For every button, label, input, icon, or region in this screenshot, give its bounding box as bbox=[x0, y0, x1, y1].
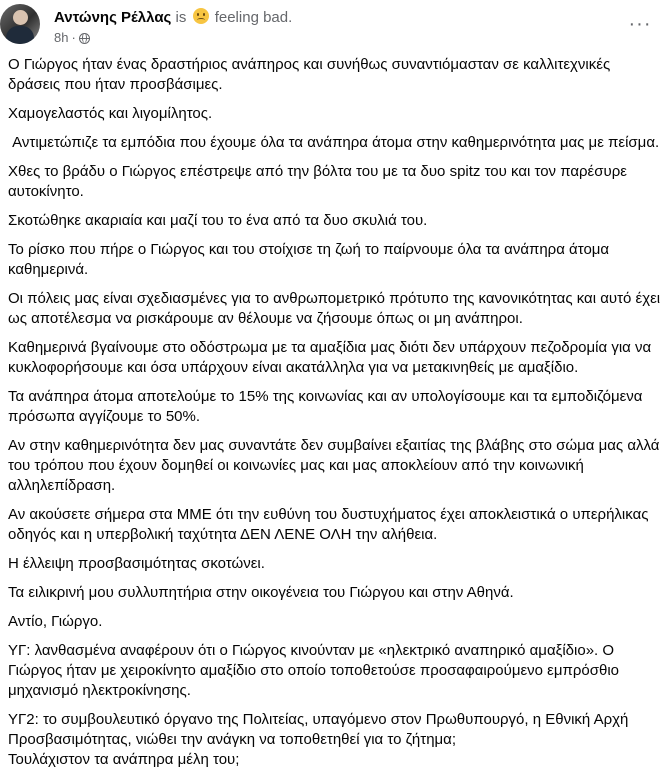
avatar[interactable] bbox=[0, 4, 40, 44]
post-paragraph: Τα ειλικρινή μου συλλυπητήρια στην οικογένεια του Γιώργου και στην Αθηνά. bbox=[8, 584, 514, 601]
post-paragraph: Αντίο, Γιώργο. bbox=[8, 613, 103, 630]
post-paragraph: Τα ανάπηρα άτομα αποτελούμε το 15% της κοινωνίας και αν υπολογίσουμε και τα εμποδιζόμενα πρόσωπα αγγίζουμε το 50%. bbox=[8, 388, 647, 425]
feeling-text: feeling bad. bbox=[214, 9, 293, 26]
globe-icon[interactable] bbox=[79, 33, 90, 44]
post-paragraph: Η έλλειψη προσβασιμότητας σκοτώνει. bbox=[8, 555, 265, 572]
post-paragraph: Αν στην καθημερινότητα δεν μας συναντάτε δεν συμβαίνει εξαιτίας της βλάβης στο σώμα μας αλλά του τρόπου που έχουν δομηθεί οι κοινωνίες μας και μας αποκλείουν από την κοινωνική αλληλεπίδραση. bbox=[8, 437, 664, 494]
post-paragraph: Χθες το βράδυ ο Γιώργος επέστρεψε από την βόλτα του με τα δυο spitz του και τον παρέσυρε αυτοκίνητο. bbox=[8, 163, 632, 200]
avatar-head bbox=[13, 10, 28, 25]
post-header bbox=[0, 0, 671, 52]
more-options-button[interactable]: ··· bbox=[628, 13, 652, 35]
post-meta bbox=[54, 30, 90, 46]
avatar-body bbox=[6, 26, 34, 44]
post-paragraph: ΥΓ2: το συμβουλευτικό όργανο της Πολιτείας, υπαγόμενο στον Πρωθυπουργό, η Εθνική Αρχή Προσβασιμότητας, νιώθει την ανάγκη να τοποθετηθεί για το ζήτημα; Τουλάχιστον τα ανάπηρα μέλη του; bbox=[8, 711, 629, 768]
post-paragraph: Αν ακούσετε σήμερα στα ΜΜΕ ότι την ευθύνη του δυστυχήματος έχει αποκλειστικά ο υπερήλικας οδηγός και η υπερβολική ταχύτητα ΔΕΝ ΛΕΝΕ ΟΛΗ την αλήθεια. bbox=[8, 506, 653, 543]
post-paragraph: Το ρίσκο που πήρε ο Γιώργος και του στοίχισε τη ζωή το παίρνουμε όλα τα ανάπηρα άτομα καθημερινά. bbox=[8, 241, 614, 278]
post-content bbox=[8, 55, 663, 773]
post-paragraph: Καθημερινά βγαίνουμε στο οδόστρωμα με τα αμαξίδια μας διότι δεν υπάρχουν πεζοδρομία για να κυκλοφορήσουμε και όσα υπάρχουν είναι ακατάλληλα για να μετακινηθείς με αμαξίδιο. bbox=[8, 339, 656, 376]
post-paragraph: ΥΓ: λανθασμένα αναφέρουν ότι ο Γιώργος κινούνταν με «ηλεκτρικό αναπηρικό αμαξίδιο». Ο Γιώργος ήταν με χειροκίνητο αμαξίδιο στο οποίο τοποθετούσε προσαφαιρούμενο εμπρόσθιο μηχανισμό ηλεκτροκίνησης. bbox=[8, 642, 624, 699]
timestamp[interactable]: 8h bbox=[54, 30, 69, 45]
author-name[interactable]: Αντώνης Ρέλλας bbox=[54, 9, 172, 26]
meta-separator: · bbox=[71, 30, 76, 45]
author-line bbox=[54, 8, 292, 28]
slightly-frowning-face-icon bbox=[193, 8, 209, 24]
feeling-is-text: is bbox=[175, 9, 187, 26]
post-paragraph: Ο Γιώργος ήταν ένας δραστήριος ανάπηρος και συνήθως συναντιόμασταν σε καλλιτεχνικές δράσεις που ήταν προσβάσιμες. bbox=[8, 56, 615, 93]
post-paragraph: Οι πόλεις μας είναι σχεδιασμένες για το ανθρωπομετρικό πρότυπο της κανονικότητας και αυτό έχει ως αποτέλεσμα να ρισκάρουμε αν θέλουμε να ζήσουμε όπως οι μη ανάπηροι. bbox=[8, 290, 665, 327]
post-paragraph: Αντιμετώπιζε τα εμπόδια που έχουμε όλα τα ανάπηρα άτομα στην καθημερινότητα μας με πείσμα. bbox=[8, 134, 660, 151]
post-paragraph: Σκοτώθηκε ακαριαία και μαζί του το ένα από τα δυο σκυλιά του. bbox=[8, 212, 428, 229]
post-paragraph: Χαμογελαστός και λιγομίλητος. bbox=[8, 105, 213, 122]
